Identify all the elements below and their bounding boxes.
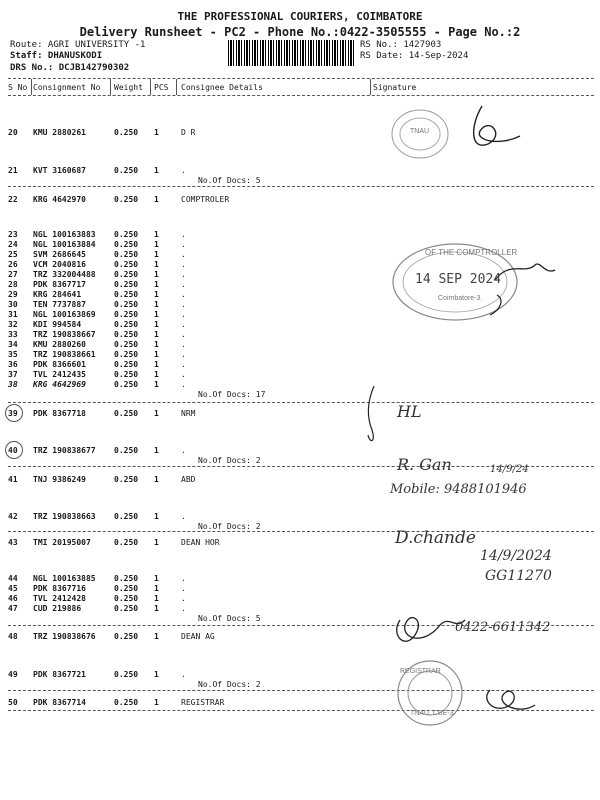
rs-date: RS Date: 14-Sep-2024 [360, 51, 469, 61]
row-sno: 27 [8, 270, 18, 279]
docs-count: No.Of Docs: 2 [198, 522, 261, 531]
row-consignment: NGL 100163884 [33, 240, 96, 249]
row-weight: 0.250 [114, 290, 139, 299]
vline-details [370, 79, 371, 95]
row-weight: 0.250 [114, 166, 139, 175]
row-details: COMPTROLER [181, 195, 230, 204]
row-pcs: 1 [154, 128, 159, 137]
row-details: . [181, 280, 186, 289]
row-details: . [181, 320, 186, 329]
row-weight: 0.250 [114, 594, 139, 603]
stamp-text: TNAU [410, 128, 430, 135]
row-details: . [181, 574, 186, 583]
row-consignment: TRZ 190838661 [33, 350, 96, 359]
group-divider [8, 531, 594, 532]
row-weight: 0.250 [114, 538, 139, 547]
row-details: DEAN AG [181, 632, 215, 641]
row-sno: 33 [8, 330, 18, 339]
row-sno: 41 [8, 475, 18, 484]
docs-count: No.Of Docs: 5 [198, 614, 261, 623]
signature-phone: 0422-6611342 [455, 620, 551, 635]
row-pcs: 1 [154, 166, 159, 175]
row-weight: 0.250 [114, 230, 139, 239]
row-pcs: 1 [154, 330, 159, 339]
row-pcs: 1 [154, 446, 159, 455]
row-consignment: PDK 8367718 [33, 409, 86, 418]
row-sno: 46 [8, 594, 18, 603]
row-details: . [181, 290, 186, 299]
row-sno: 26 [8, 260, 18, 269]
docs-count: No.Of Docs: 5 [198, 176, 261, 185]
row-details: . [181, 380, 186, 389]
row-pcs: 1 [154, 584, 159, 593]
row-pcs: 1 [154, 698, 159, 707]
row-details: . [181, 260, 186, 269]
row-consignment: PDK 8367717 [33, 280, 86, 289]
vline-sno [31, 79, 32, 95]
row-details: NRM [181, 409, 196, 418]
col-pcs: PCS [154, 83, 169, 92]
row-weight: 0.250 [114, 300, 139, 309]
row-consignment: TVL 2412428 [33, 594, 86, 603]
col-signature: Signature [373, 83, 417, 92]
row-pcs: 1 [154, 350, 159, 359]
signature-date: 14/9/24 [490, 464, 529, 475]
row-pcs: 1 [154, 230, 159, 239]
row-consignment: NGL 100163869 [33, 310, 96, 319]
row-pcs: 1 [154, 240, 159, 249]
row-consignment: KMU 2880260 [33, 340, 86, 349]
staff-label: Staff: DHANUSKODI [10, 51, 103, 61]
route-label: Route: AGRI UNIVERSITY -1 [10, 40, 146, 50]
row-details: . [181, 594, 186, 603]
row-details: ABD [181, 475, 196, 484]
col-details: Consignee Details [181, 83, 263, 92]
row-pcs: 1 [154, 280, 159, 289]
row-consignment: VCM 2040816 [33, 260, 86, 269]
group-divider [8, 186, 594, 187]
row-sno: 45 [8, 584, 18, 593]
row-pcs: 1 [154, 538, 159, 547]
row-pcs: 1 [154, 250, 159, 259]
row-consignment: NGL 100163883 [33, 230, 96, 239]
header-divider-top [8, 78, 594, 79]
row-pcs: 1 [154, 594, 159, 603]
row-pcs: 1 [154, 604, 159, 613]
row-details: . [181, 584, 186, 593]
runsheet-title: Delivery Runsheet - PC2 - Phone No.:0422-3505555 - Page No.:2 [79, 25, 521, 39]
row-weight: 0.250 [114, 632, 139, 641]
row-pcs: 1 [154, 409, 159, 418]
row-pcs: 1 [154, 290, 159, 299]
row-consignment: PDK 8366601 [33, 360, 86, 369]
row-sno: 24 [8, 240, 18, 249]
drs-number: DRS No.: DCJB142790302 [10, 63, 130, 73]
row-pcs: 1 [154, 270, 159, 279]
col-consignment: Consignment No [33, 83, 101, 92]
row-sno: 48 [8, 632, 18, 641]
row-consignment: TNJ 9386249 [33, 475, 86, 484]
row-weight: 0.250 [114, 446, 139, 455]
row-consignment: TRZ 190838676 [33, 632, 96, 641]
row-consignment: PDK 8367721 [33, 670, 86, 679]
row-weight: 0.250 [114, 320, 139, 329]
row-details: . [181, 300, 186, 309]
registrar-stamp [385, 655, 595, 735]
col-sno: S No [8, 83, 28, 92]
row-sno: 28 [8, 280, 18, 289]
signature-code: GG11270 [485, 568, 552, 584]
vline-pcs [176, 79, 177, 95]
row-details: . [181, 340, 186, 349]
row-details: . [181, 230, 186, 239]
row-weight: 0.250 [114, 670, 139, 679]
row-weight: 0.250 [114, 698, 139, 707]
stamp-text: TNAU, CBE-3 [410, 710, 454, 717]
row-weight: 0.250 [114, 409, 139, 418]
row-sno: 30 [8, 300, 18, 309]
row-pcs: 1 [154, 370, 159, 379]
row-weight: 0.250 [114, 584, 139, 593]
row-weight: 0.250 [114, 270, 139, 279]
row-weight: 0.250 [114, 370, 139, 379]
circle-marker [5, 441, 23, 459]
col-weight: Weight [114, 83, 143, 92]
row-weight: 0.250 [114, 574, 139, 583]
row-weight: 0.250 [114, 240, 139, 249]
row-pcs: 1 [154, 300, 159, 309]
row-consignment: TMI 20195007 [33, 538, 91, 547]
row-pcs: 1 [154, 320, 159, 329]
row-details: REGISTRAR [181, 698, 225, 707]
stamp-date: 14 SEP 2024 [415, 272, 502, 287]
row-sno: 50 [8, 698, 18, 707]
row-sno: 40 [8, 446, 18, 455]
row-weight: 0.250 [114, 350, 139, 359]
row-consignment: TRZ 332004488 [33, 270, 96, 279]
stamp-text: OF THE COMPTROLLER [425, 248, 518, 257]
row-sno: 23 [8, 230, 18, 239]
docs-count: No.Of Docs: 17 [198, 390, 266, 399]
row-weight: 0.250 [114, 340, 139, 349]
barcode [228, 40, 356, 66]
row-sno: 32 [8, 320, 18, 329]
row-sno: 43 [8, 538, 18, 547]
row-sno: 22 [8, 195, 18, 204]
row-consignment: TVL 2412435 [33, 370, 86, 379]
row-details: . [181, 512, 186, 521]
row-sno: 47 [8, 604, 18, 613]
row-pcs: 1 [154, 670, 159, 679]
row-details: . [181, 310, 186, 319]
row-weight: 0.250 [114, 380, 139, 389]
row-sno: 39 [8, 409, 18, 418]
row-consignment: PDK 8367716 [33, 584, 86, 593]
row-sno: 21 [8, 166, 18, 175]
stamp-text: Coimbatore-3. [438, 295, 483, 302]
signature-hl: HL [397, 402, 422, 421]
row-details: . [181, 604, 186, 613]
row-consignment: KRG 284641 [33, 290, 82, 299]
row-details: . [181, 370, 186, 379]
row-sno: 35 [8, 350, 18, 359]
group-divider [8, 402, 594, 403]
row-consignment: KRG 4642970 [33, 195, 86, 204]
docs-count: No.Of Docs: 2 [198, 456, 261, 465]
row-weight: 0.250 [114, 512, 139, 521]
signature-date: 14/9/2024 [480, 548, 552, 564]
row-details: . [181, 250, 186, 259]
vline-cons [110, 79, 111, 95]
row-consignment: KDI 994584 [33, 320, 82, 329]
row-pcs: 1 [154, 380, 159, 389]
signature-name: R. Gan [397, 455, 452, 474]
row-weight: 0.250 [114, 280, 139, 289]
row-weight: 0.250 [114, 604, 139, 613]
row-consignment: TRZ 190838677 [33, 446, 96, 455]
row-weight: 0.250 [114, 360, 139, 369]
company-name: THE PROFESSIONAL COURIERS, COIMBATORE [177, 10, 423, 23]
row-consignment: TRZ 190838663 [33, 512, 96, 521]
row-weight: 0.250 [114, 128, 139, 137]
row-sno: 34 [8, 340, 18, 349]
row-details: D R [181, 128, 196, 137]
row-details: . [181, 670, 186, 679]
stamp-text: REGISTRAR [400, 668, 441, 675]
row-consignment: KVT 3160687 [33, 166, 86, 175]
row-consignment: SVM 2686645 [33, 250, 86, 259]
rs-number: RS No.: 1427903 [360, 40, 442, 50]
row-sno: 20 [8, 128, 18, 137]
row-consignment: NGL 100163885 [33, 574, 96, 583]
row-sno: 49 [8, 670, 18, 679]
row-weight: 0.250 [114, 195, 139, 204]
row-pcs: 1 [154, 475, 159, 484]
row-consignment: PDK 8367714 [33, 698, 86, 707]
row-pcs: 1 [154, 260, 159, 269]
row-consignment: TEN 7737887 [33, 300, 86, 309]
row-pcs: 1 [154, 512, 159, 521]
row-pcs: 1 [154, 195, 159, 204]
vline-wt [150, 79, 151, 95]
row-weight: 0.250 [114, 260, 139, 269]
row-details: . [181, 446, 186, 455]
row-pcs: 1 [154, 360, 159, 369]
docs-count: No.Of Docs: 2 [198, 680, 261, 689]
row-pcs: 1 [154, 340, 159, 349]
row-sno: 42 [8, 512, 18, 521]
row-sno: 29 [8, 290, 18, 299]
row-details: . [181, 360, 186, 369]
row-details: . [181, 270, 186, 279]
row-consignment: KMU 2880261 [33, 128, 86, 137]
row-pcs: 1 [154, 632, 159, 641]
row-weight: 0.250 [114, 475, 139, 484]
row-sno: 44 [8, 574, 18, 583]
row-consignment: TRZ 190838667 [33, 330, 96, 339]
circle-marker [5, 404, 23, 422]
row-weight: 0.250 [114, 250, 139, 259]
row-sno: 38 [8, 380, 18, 389]
row-sno: 36 [8, 360, 18, 369]
signature-stamp-tnau [370, 96, 596, 186]
row-sno: 31 [8, 310, 18, 319]
row-details: DEAN HOR [181, 538, 220, 547]
row-pcs: 1 [154, 310, 159, 319]
signature-name: D.chande [395, 528, 476, 548]
row-pcs: 1 [154, 574, 159, 583]
row-details: . [181, 240, 186, 249]
row-details: . [181, 330, 186, 339]
row-weight: 0.250 [114, 310, 139, 319]
row-details: . [181, 166, 186, 175]
row-weight: 0.250 [114, 330, 139, 339]
row-sno: 37 [8, 370, 18, 379]
row-details: . [181, 350, 186, 359]
signature-mobile: Mobile: 9488101946 [390, 482, 527, 497]
row-consignment: KRG 4642969 [33, 380, 86, 389]
row-sno: 25 [8, 250, 18, 259]
row-consignment: CUD 219886 [33, 604, 82, 613]
